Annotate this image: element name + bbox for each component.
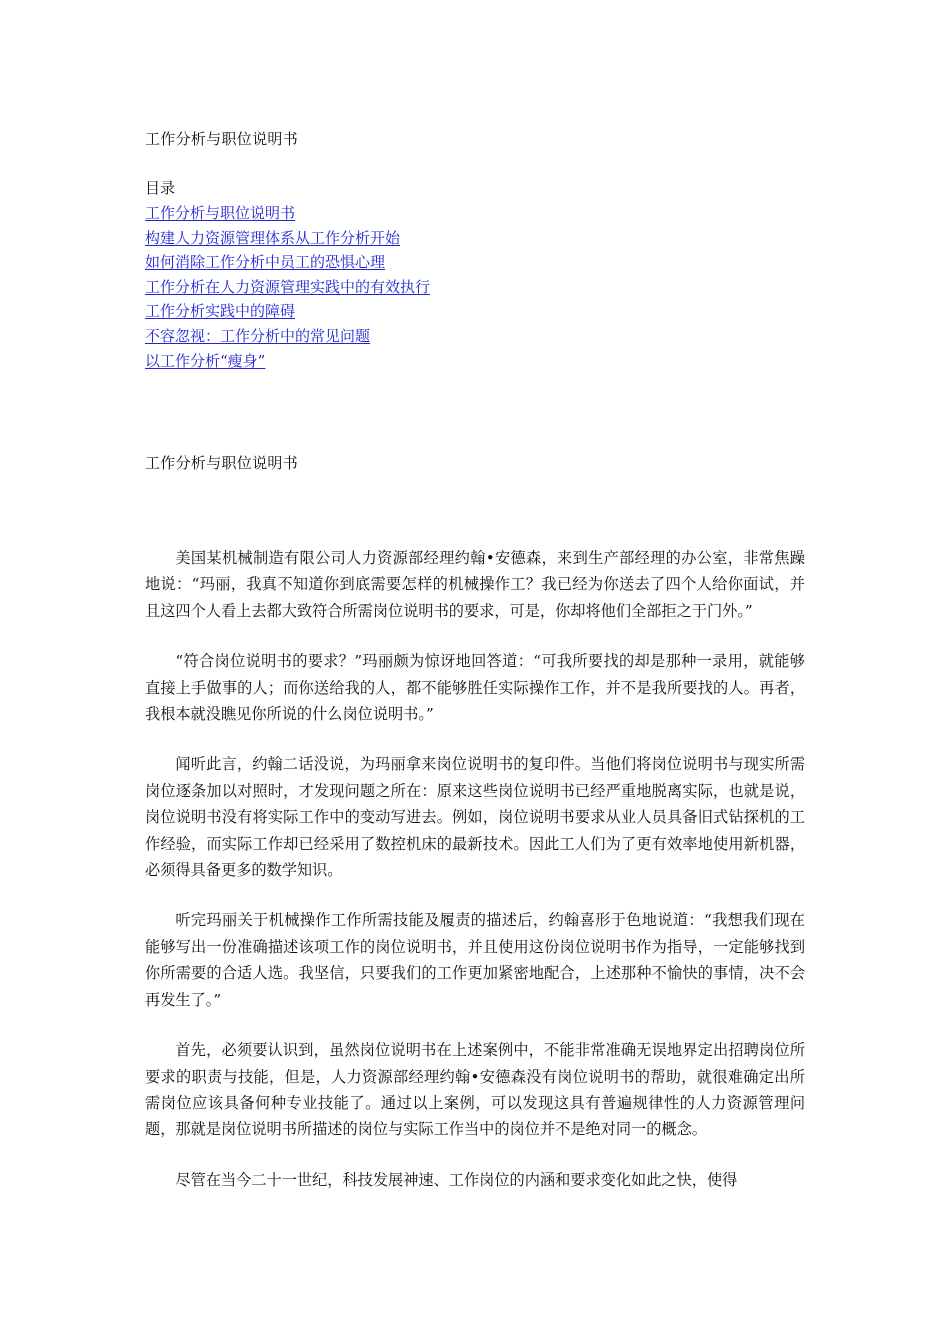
toc-link[interactable]: 工作分析在人力资源管理实践中的有效执行 xyxy=(145,277,431,296)
toc-link[interactable]: 不容忽视：工作分析中的常见问题 xyxy=(145,326,371,345)
toc-item xyxy=(145,275,430,300)
body-paragraph: 尽管在当今二十一世纪，科技发展神速、工作岗位的内涵和要求变化如此之快，使得 xyxy=(175,1170,738,1189)
toc-link[interactable]: 以工作分析“瘦身” xyxy=(145,351,266,370)
toc-item xyxy=(145,324,430,349)
toc-link[interactable]: 工作分析实践中的障碍 xyxy=(145,302,296,321)
body-paragraph: 闻听此言，约翰二话没说，为玛丽拿来岗位说明书的复印件。当他们将岗位说明书与现实所需岗位逐条加以对照时，才发现问题之所在：原来这些岗位说明书已经严重地脱离实际，也就是说，岗位说明书没有将实际工作中的变动写进去。例如，岗位说明书要求从业人员具备旧式钻探机的工作经验，而实际工作却已经采用了数控机床的最新技术。因此工人们为了更有效率地使用新机器，必须得具备更多的数学知识。 xyxy=(145,755,805,880)
toc-item xyxy=(145,250,430,275)
body-paragraph: 听完玛丽关于机械操作工作所需技能及履责的描述后，约翰喜形于色地说道：“我想我们现在能够写出一份准确描述该项工作的岗位说明书，并且使用这份岗位说明书作为指导，一定能够找到你所需要的合适人选。我坚信，只要我们的工作更加紧密地配合，上述那种不愉快的事情，决不会再发生了。” xyxy=(145,911,805,1009)
toc-link[interactable]: 如何消除工作分析中员工的恐惧心理 xyxy=(145,253,386,272)
toc-link[interactable]: 工作分析与职位说明书 xyxy=(145,204,296,222)
toc-item xyxy=(145,299,430,324)
document-title: 工作分析与职位说明书 xyxy=(145,130,299,148)
body-paragraph: 首先，必须要认识到，虽然岗位说明书在上述案例中，不能非常准确无误地界定出招聘岗位所要求的职责与技能，但是，人力资源部经理约翰•安德森没有岗位说明书的帮助，就很难确定出所需岗位应该具备何种专业技能了。通过以上案例，可以发现这具有普遍规律性的人力资源管理问题，那就是岗位说明书所描述的岗位与实际工作当中的岗位并不是绝对同一的概念。 xyxy=(145,1041,805,1139)
body-paragraph: “符合岗位说明书的要求？”玛丽颇为惊讶地回答道：“可我所要找的却是那种一录用，就能够直接上手做事的人；而你送给我的人，都不能够胜任实际操作工作，并不是我所要找的人。再者，我根本就没瞧见你所说的什么岗位说明书。” xyxy=(145,652,805,724)
toc-item xyxy=(145,226,430,251)
toc-item xyxy=(145,201,430,226)
toc-list xyxy=(145,201,430,373)
toc-link[interactable]: 构建人力资源管理体系从工作分析开始 xyxy=(145,228,401,247)
toc-heading: 目录 xyxy=(145,179,176,197)
table-of-contents xyxy=(145,176,430,373)
body-paragraph: 美国某机械制造有限公司人力资源部经理约翰•安德森，来到生产部经理的办公室，非常焦躁地说：“玛丽，我真不知道你到底需要怎样的机械操作工？我已经为你送去了四个人给你面试，并且这四个人看上去都大致符合所需岗位说明书的要求，可是，你却将他们全部拒之于门外。” xyxy=(145,549,805,620)
section-title: 工作分析与职位说明书 xyxy=(145,454,299,472)
toc-item xyxy=(145,349,430,374)
document-body xyxy=(145,545,805,1217)
